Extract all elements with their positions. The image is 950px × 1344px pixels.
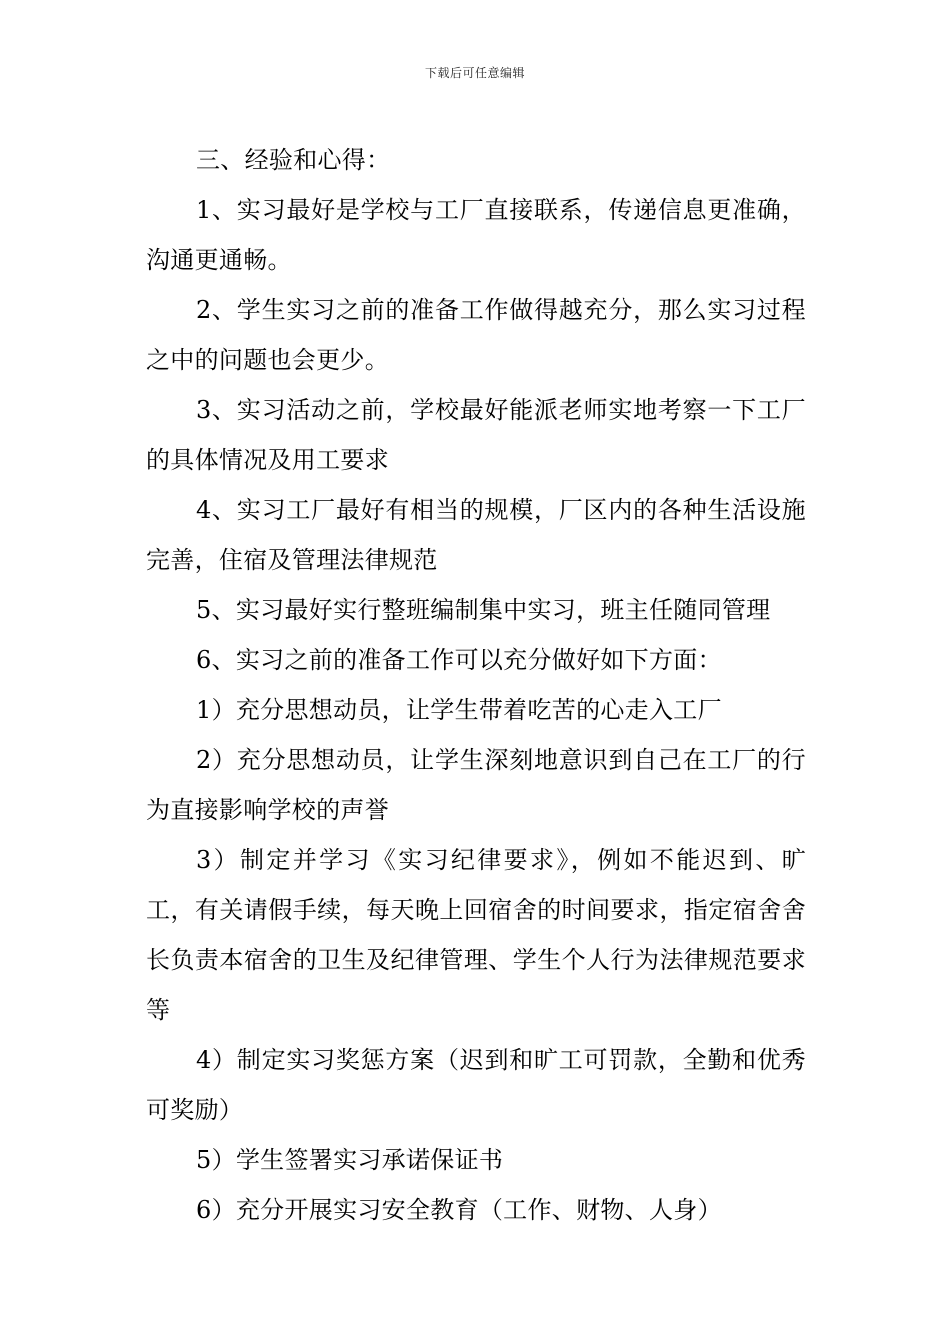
paragraph-1: 1、实习最好是学校与工厂直接联系，传递信息更准确，沟通更通畅。: [146, 196, 806, 274]
paragraph-5: 5、实习最好实行整班编制集中实习，班主任随同管理: [196, 596, 771, 624]
paragraph-2: 2、学生实习之前的准备工作做得越充分，那么实习过程之中的问题也会更少。: [146, 296, 806, 374]
sub-item-2: 2）充分思想动员，让学生深刻地意识到自己在工厂的行为直接影响学校的声誉: [146, 746, 806, 824]
sub-item-6: 6）充分开展实习安全教育（工作、财物、人身）: [196, 1196, 722, 1224]
sub-item-1: 1）充分思想动员，让学生带着吃苦的心走入工厂: [196, 696, 722, 724]
paragraph-6: 6、实习之前的准备工作可以充分做好如下方面：: [196, 646, 722, 674]
paragraph-4: 4、实习工厂最好有相当的规模，厂区内的各种生活设施完善，住宿及管理法律规范: [146, 496, 806, 574]
sub-item-4: 4）制定实习奖惩方案（迟到和旷工可罚款，全勤和优秀可奖励）: [146, 1046, 806, 1124]
section-heading: 三、经验和心得：: [196, 146, 391, 174]
document-body: [146, 135, 806, 1235]
page-header: 下载后可任意编辑: [424, 66, 525, 80]
paragraph-3: 3、实习活动之前，学校最好能派老师实地考察一下工厂的具体情况及用工要求: [146, 396, 806, 474]
sub-item-3: 3）制定并学习《实习纪律要求》，例如不能迟到、旷工，有关请假手续，每天晚上回宿舍的时间要求，指定宿舍舍长负责本宿舍的卫生及纪律管理、学生个人行为法律规范要求等: [146, 846, 806, 1024]
sub-item-5: 5）学生签署实习承诺保证书: [196, 1146, 504, 1174]
